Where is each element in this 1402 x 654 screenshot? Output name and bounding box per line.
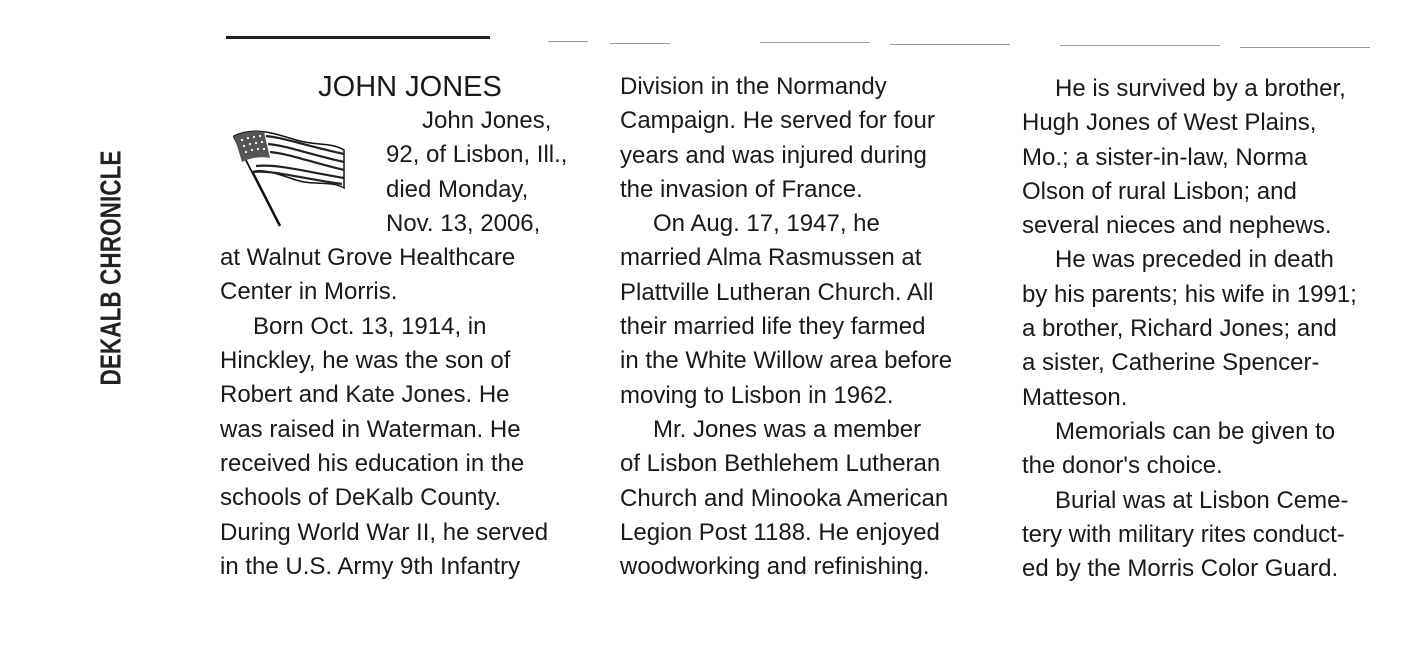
obituary-headline: JOHN JONES [318, 71, 502, 103]
text-line: Division in the Normandy [620, 73, 887, 100]
text-line: Nov. 13, 2006, [386, 209, 541, 237]
text-line: Olson of rural Lisbon; and [1022, 177, 1297, 205]
american-flag-icon [226, 122, 350, 230]
masthead-text: DEKALB CHRONICLE [95, 150, 128, 386]
text-line: Legion Post 1188. He enjoyed [620, 518, 940, 546]
faint-dash [610, 43, 670, 44]
text-line: a brother, Richard Jones; and [1022, 315, 1337, 343]
faint-dash [1060, 45, 1220, 46]
top-rule [226, 36, 490, 39]
text-line: Plattville Lutheran Church. All [620, 278, 934, 306]
text-line: by his parents; his wife in 1991; [1022, 280, 1357, 308]
text-line: schools of DeKalb County. [220, 484, 502, 512]
text-line: He was preceded in death [1055, 246, 1334, 274]
text-line: was raised in Waterman. He [220, 415, 521, 443]
text-line: of Lisbon Bethlehem Lutheran [620, 450, 941, 478]
text-line: Born Oct. 13, 1914, in [253, 312, 487, 340]
text-line: tery with military rites conduct- [1022, 520, 1345, 548]
article-column-right [1022, 72, 1397, 586]
text-line: years and was injured during [620, 141, 927, 169]
text-line: married Alma Rasmussen at [620, 244, 922, 272]
text-line: several nieces and nephews. [1022, 212, 1332, 240]
text-line: moving to Lisbon in 1962. [620, 381, 894, 409]
text-line: On Aug. 17, 1947, he [653, 210, 880, 238]
text-line: Robert and Kate Jones. He [220, 381, 510, 409]
text-line: ed by the Morris Color Guard. [1022, 555, 1339, 583]
text-line: Campaign. He served for four [620, 107, 935, 135]
text-line: woodworking and refinishing. [620, 553, 930, 581]
faint-dash [890, 44, 1010, 45]
text-line: Hinckley, he was the son of [220, 347, 511, 375]
text-line: in the White Willow area before [620, 347, 953, 375]
faint-dash [760, 42, 870, 43]
text-line: the invasion of France. [620, 175, 863, 203]
text-line: a sister, Catherine Spencer- [1022, 349, 1320, 377]
text-line: in the U.S. Army 9th Infantry [220, 552, 521, 580]
text-line: John Jones, [422, 107, 552, 134]
newspaper-masthead [96, 117, 129, 418]
text-line: Burial was at Lisbon Ceme- [1055, 486, 1349, 514]
text-line: died Monday, [386, 175, 529, 203]
text-line: at Walnut Grove Healthcare [220, 244, 516, 272]
text-line: Center in Morris. [220, 278, 398, 306]
text-line: During World War II, he served [220, 518, 549, 546]
article-column-middle [620, 70, 1010, 584]
text-line: 92, of Lisbon, Ill., [386, 141, 568, 169]
text-line: Church and Minooka American [620, 484, 949, 512]
faint-dash [548, 41, 588, 42]
text-line: Matteson. [1022, 383, 1128, 411]
text-line: Memorials can be given to [1055, 417, 1336, 445]
text-line: their married life they farmed [620, 313, 926, 341]
text-line: received his education in the [220, 449, 525, 477]
text-line: He is survived by a brother, [1055, 75, 1346, 102]
text-line: the donor's choice. [1022, 452, 1223, 480]
text-line: Mo.; a sister-in-law, Norma [1022, 143, 1308, 171]
faint-dash [1240, 47, 1370, 48]
text-line: Hugh Jones of West Plains, [1022, 109, 1317, 137]
text-line: Mr. Jones was a member [653, 415, 922, 443]
